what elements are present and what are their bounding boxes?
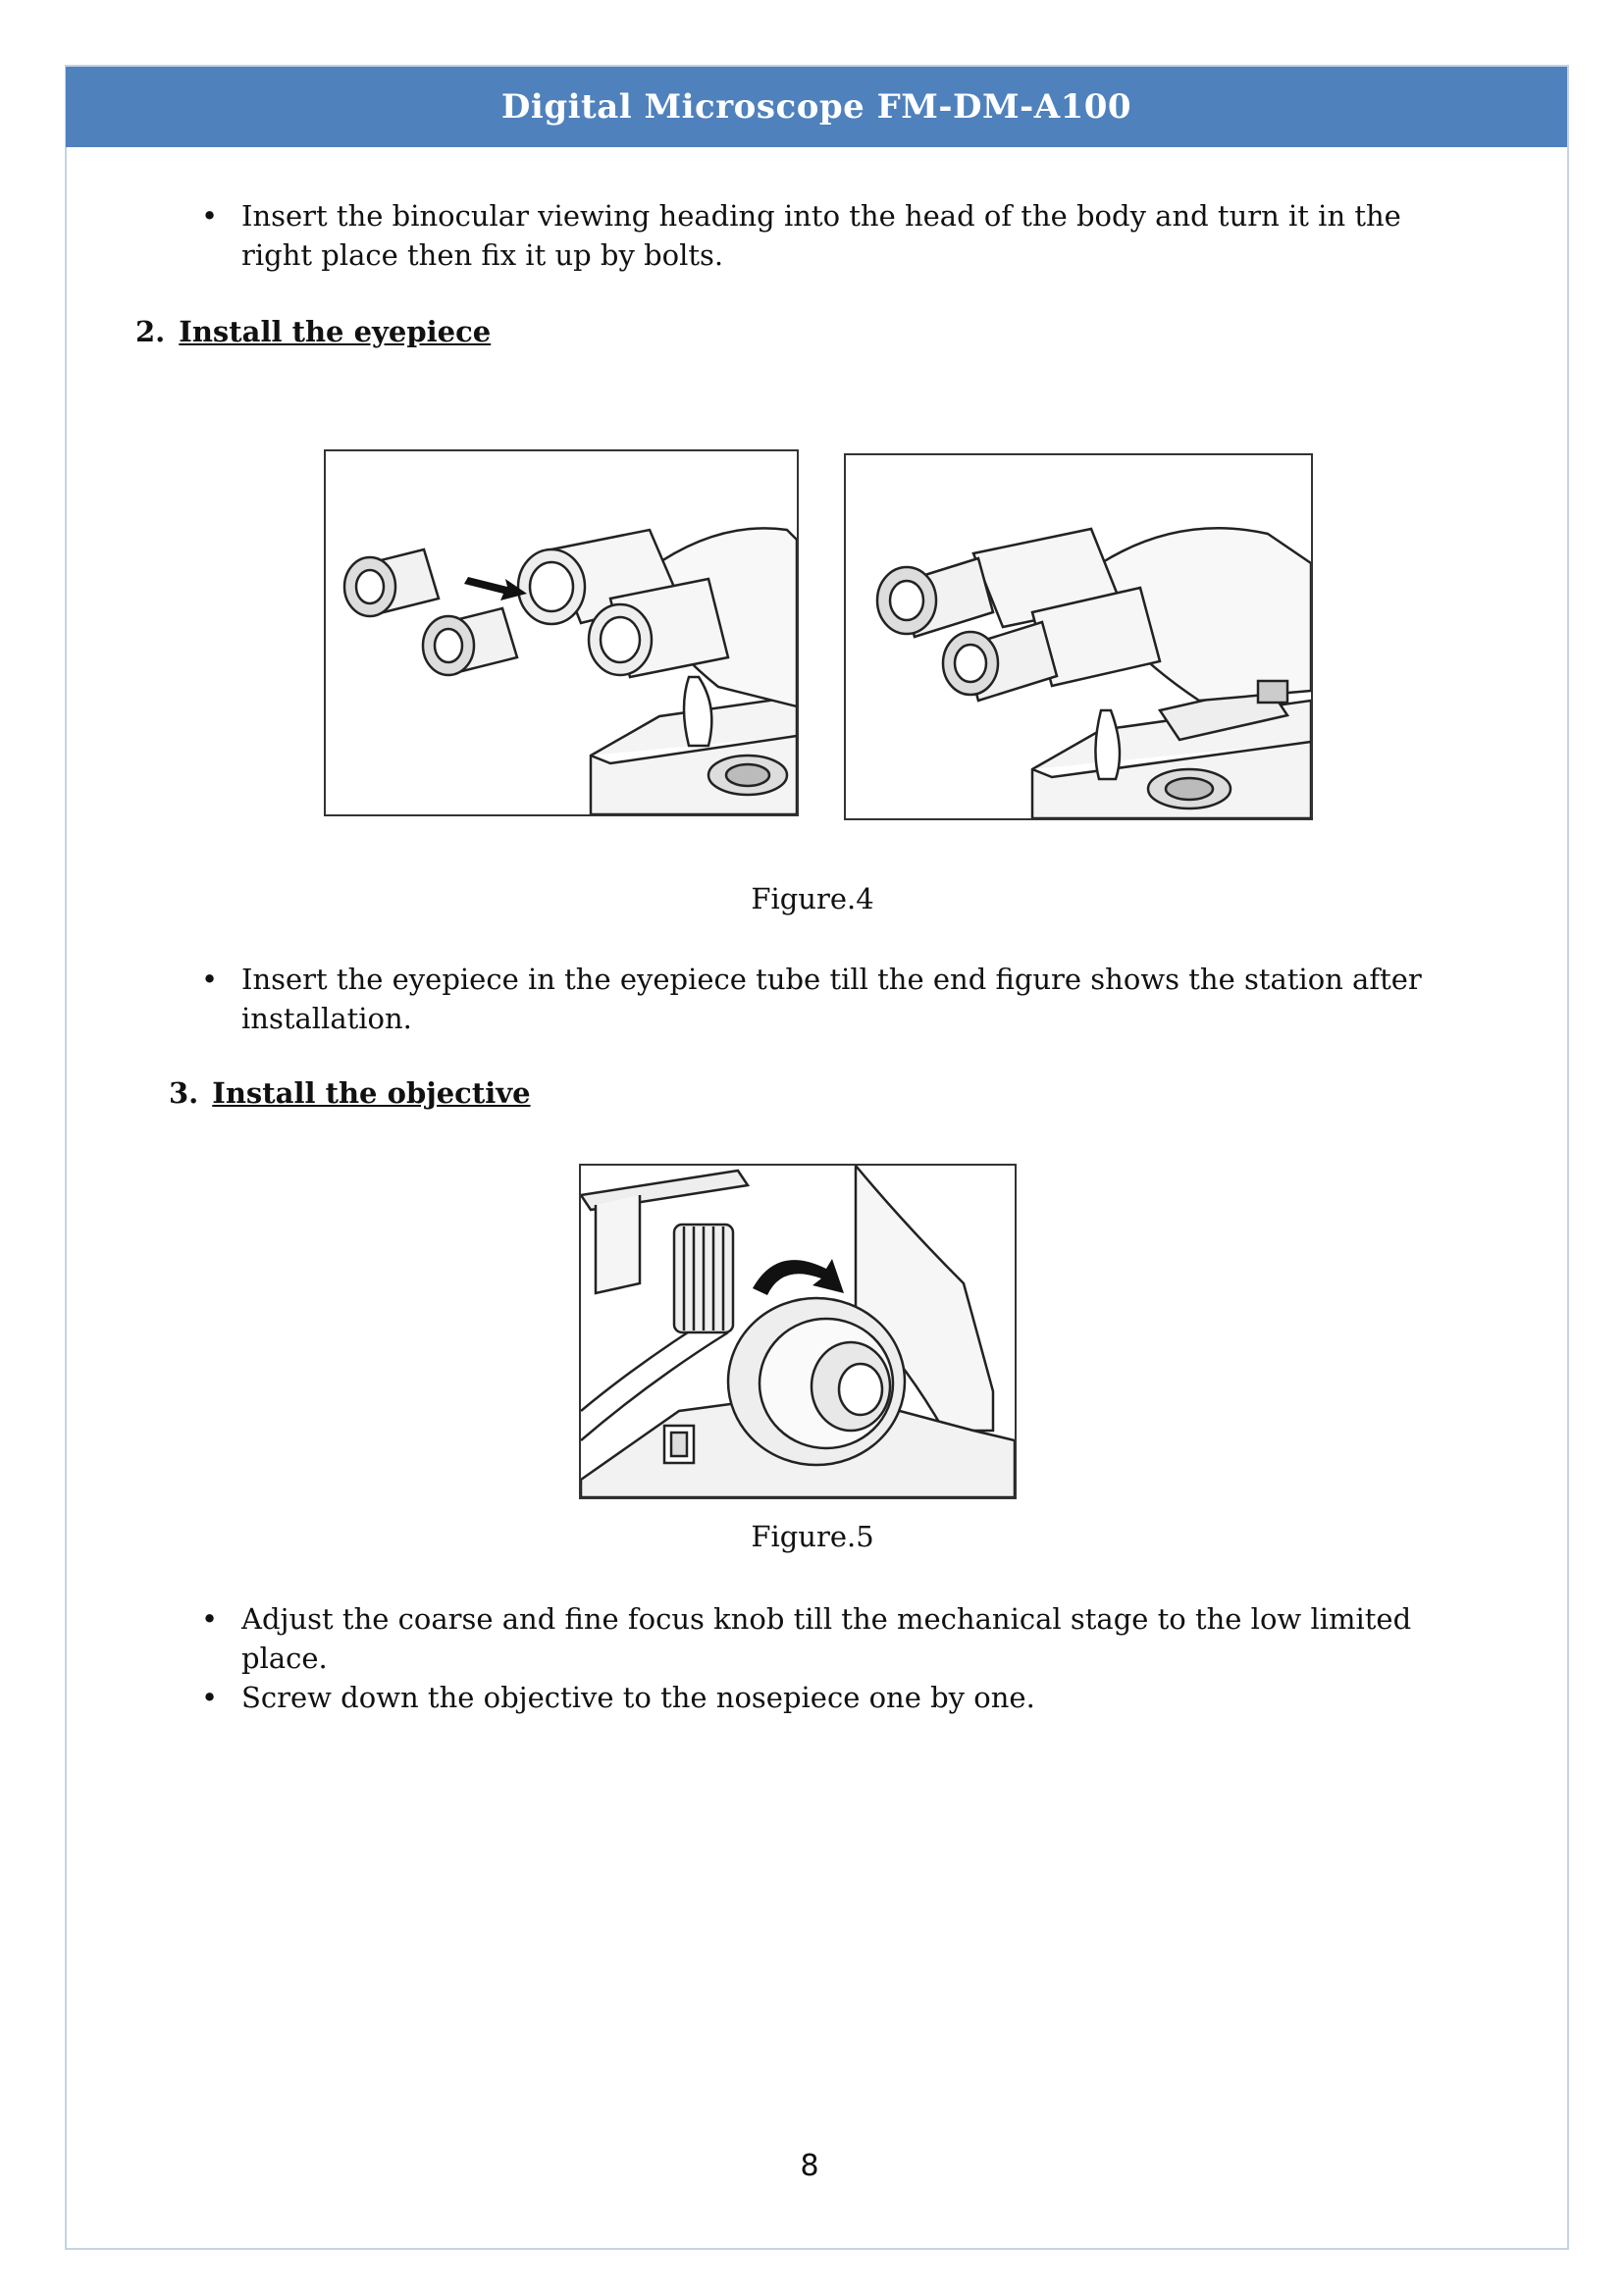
section-number: 2. (135, 315, 166, 348)
bullet-text-line: place. (241, 1642, 328, 1675)
figure-4-caption: Figure.4 (751, 882, 874, 915)
page-header-title: Digital Microscope FM-DM-A100 (66, 67, 1567, 147)
bullet-text-line: Insert the binocular viewing heading into the head of the body and turn it in the (241, 199, 1401, 233)
figure-5-image (579, 1164, 1017, 1499)
figure-4-right-image (844, 453, 1313, 820)
bullet-icon: • (201, 963, 219, 996)
figure-4-left-image (324, 449, 799, 816)
section-number: 3. (169, 1076, 199, 1110)
section-title: Install the eyepiece (179, 315, 492, 348)
section-heading-eyepiece (135, 312, 491, 351)
section-heading-objective (169, 1073, 531, 1113)
bullet-icon: • (201, 1681, 219, 1714)
bullet-icon: • (201, 1602, 219, 1636)
bullet-text-line: Screw down the objective to the nosepiece one by one. (241, 1681, 1035, 1714)
bullet-text-line: installation. (241, 1002, 412, 1035)
page-number: 8 (800, 2149, 819, 2183)
section-title: Install the objective (212, 1076, 531, 1110)
figure-5-caption: Figure.5 (751, 1520, 874, 1553)
bullet-text-line: Insert the eyepiece in the eyepiece tube till the end figure shows the station after (241, 963, 1422, 996)
bullet-icon: • (201, 199, 219, 233)
page-frame (65, 65, 1569, 2250)
bullet-text-line: right place then fix it up by bolts. (241, 238, 724, 272)
bullet-text-line: Adjust the coarse and fine focus knob till the mechanical stage to the low limited (241, 1602, 1412, 1636)
